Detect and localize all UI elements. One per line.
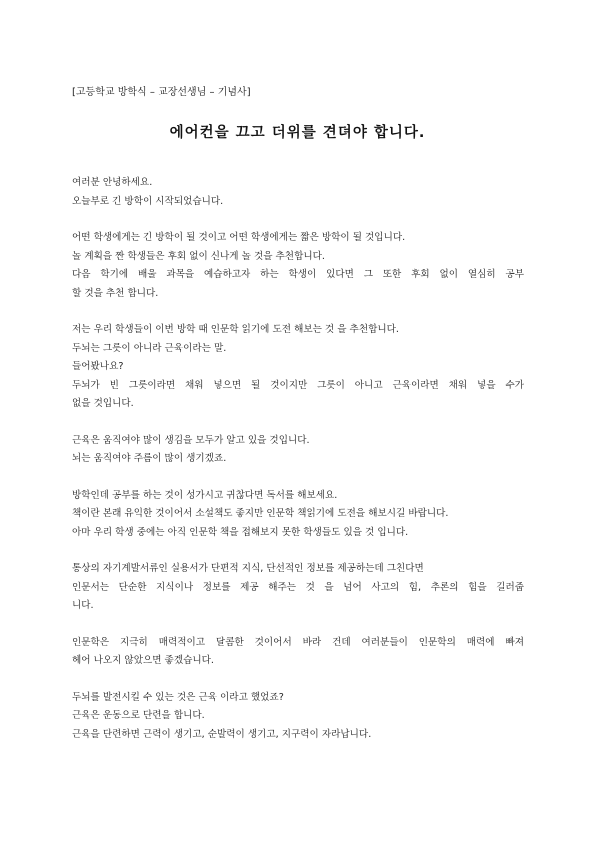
paragraph-line: 두뇌가 빈 그릇이라면 채워 넣으면 될 것이지만 그릇이 아니고 근육이라면 채워 넣을 수가 [72,379,524,391]
paragraph-line: 들어봤나요? [72,361,124,372]
paragraph-line: 아마 우리 학생 중에는 아직 인문학 책을 접해보지 못한 학생들도 있을 것 입니다. [72,526,409,538]
paragraph-line: 통상의 자기계발서류인 실용서가 단편적 지식, 단선적인 정보를 제공하는데 그친다면 [72,563,424,574]
paragraph-line: 뇌는 움직여야 주름이 많이 생기겠죠. [72,453,227,464]
paragraph-line: 두뇌를 발전시킬 수 있는 것은 근육 이라고 했었죠? [72,691,284,703]
paragraph [72,321,524,414]
paragraph-line: 방학인데 공부를 하는 것이 성가시고 귀찮다면 독서를 해보세요. [72,489,338,501]
paragraph-line: 근육을 단련하면 근력이 생기고, 순발력이 생기고, 지구력이 자라납니다. [72,728,372,740]
paragraph-line: 다음 학기에 배울 과목을 예습하고자 하는 학생이 있다면 그 또한 후회 없이 열심히 공부 [72,269,524,280]
paragraph-line: 니다. [72,600,94,611]
paragraph-line: 인문서는 단순한 지식이나 정보를 제공 해주는 것 을 넘어 사고의 힘, 추론의 힘을 길러줍 [72,581,524,593]
document-title: 에어컨을 끄고 더위를 견뎌야 합니다. [169,125,426,141]
paragraph-line: 인문학은 지극히 매력적이고 달콤한 것이어서 바라 건데 여러분들이 인문학의 매력에 빠져 [72,636,524,648]
paragraph [72,560,524,616]
paragraph-line: 오늘부로 긴 방학이 시작되었습니다. [72,195,224,207]
paragraph [72,634,524,671]
paragraph-line: 근육은 움직여야 많이 생김을 모두가 알고 있을 것입니다. [72,434,310,446]
paragraph-line: 여러분 안녕하세요. [72,177,153,188]
paragraph-line: 어떤 학생에게는 긴 방학이 될 것이고 어떤 학생에게는 짧은 방학이 될 것입니다. [72,232,406,243]
paragraph [72,432,524,469]
paragraph [72,174,524,211]
paragraph-line: 두뇌는 그릇이 아니라 근육이라는 말. [72,342,227,354]
paragraph [72,229,524,303]
paragraph-line: 저는 우리 학생들이 이번 방학 때 인문학 읽기에 도전 해보는 것 을 추천합니다. [72,324,399,335]
paragraph-line: 근육은 운동으로 단련을 합니다. [72,710,205,721]
document-header: [고등학교 방학식 – 교장선생님 – 기념사] [72,87,251,98]
paragraph-line: 헤어 나오지 않았으면 좋겠습니다. [72,655,214,666]
paragraph-line: 없을 것입니다. [72,398,134,409]
paragraph [72,689,524,745]
paragraph-line: 놀 계획을 짠 학생들은 후회 없이 신나게 놀 것을 추천합니다. [72,250,325,262]
document-body [72,174,524,762]
paragraph-line: 책이란 본래 유익한 것이어서 소설책도 좋지만 인문학 책읽기에 도전을 해보시길 바랍니다. [72,508,449,519]
paragraph-line: 할 것을 추천 합니다. [72,287,159,299]
paragraph [72,487,524,543]
